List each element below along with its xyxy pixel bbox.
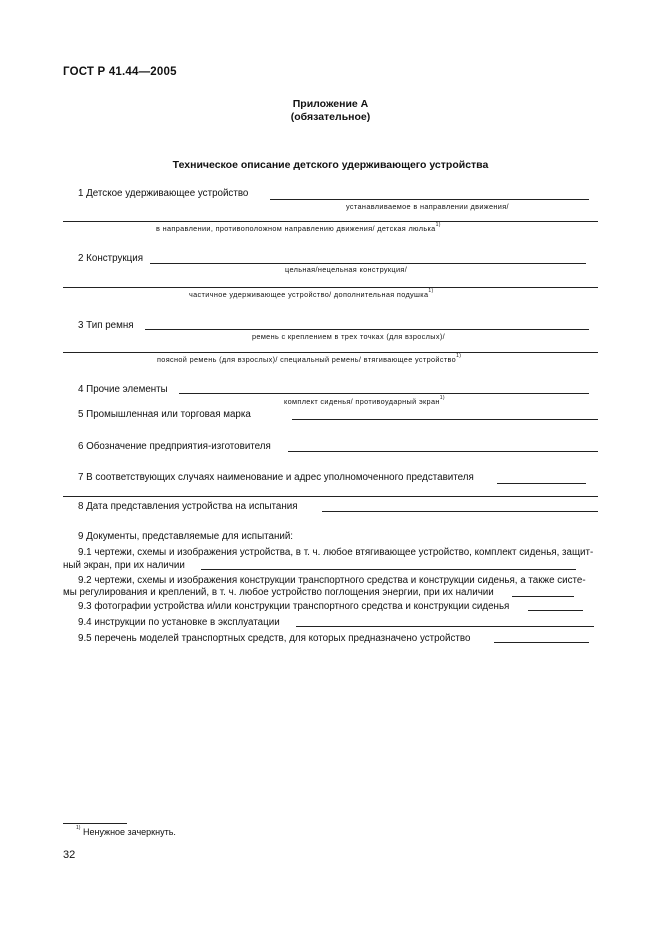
- field-6-label: 6 Обозначение предприятия-изготовителя: [78, 441, 271, 452]
- item-9-5: 9.5 перечень моделей транспортных средств, для которых предназначено устройство: [78, 633, 471, 644]
- footnote-rule: [63, 823, 127, 824]
- field-2-line-2[interactable]: [63, 287, 598, 288]
- field-3-label: 3 Тип ремня: [78, 320, 134, 331]
- footnote-marker: 1): [428, 288, 434, 294]
- field-3-line[interactable]: [145, 329, 589, 330]
- field-8-line[interactable]: [322, 511, 598, 512]
- document-header: ГОСТ Р 41.44—2005: [63, 66, 177, 78]
- field-5-line[interactable]: [292, 419, 598, 420]
- field-3-hint-2: поясной ремень (для взрослых)/ специальный ремень/ втягивающее устройство$^{1)}$: [157, 353, 462, 364]
- field-5-label: 5 Промышленная или торговая марка: [78, 409, 251, 420]
- item-9-1-line-1: 9.1 чертежи, схемы и изображения устройства, в т. ч. любое втягивающее устройство, комплект сиденья, защит-: [78, 547, 594, 558]
- item-9-5-line[interactable]: [494, 642, 589, 643]
- item-9-1-line[interactable]: [201, 569, 576, 570]
- field-7-line[interactable]: [497, 483, 586, 484]
- field-7-label: 7 В соответствующих случаях наименование и адрес уполномоченного представителя: [78, 472, 474, 483]
- field-2-line[interactable]: [150, 263, 586, 264]
- item-9-4: 9.4 инструкции по установке в эксплуатации: [78, 617, 280, 628]
- item-9-2-line-1: 9.2 чертежи, схемы и изображения конструкции транспортного средства и конструкции сиденья, а также систе-: [78, 575, 586, 586]
- item-9-1-line-2: ный экран, при их наличии: [63, 560, 185, 571]
- field-4-line[interactable]: [179, 393, 589, 394]
- footnote-text: Ненужное зачеркнуть.: [82, 827, 176, 837]
- form-title: Техническое описание детского удерживающего устройства: [172, 159, 489, 171]
- footnote: [76, 827, 176, 837]
- item-9-3-line[interactable]: [528, 610, 583, 611]
- item-9-3: 9.3 фотографии устройства и/или конструкции транспортного средства и конструкции сиденья: [78, 601, 510, 612]
- field-4-label: 4 Прочие элементы: [78, 384, 168, 395]
- item-9-2-line[interactable]: [512, 596, 574, 597]
- footnote-marker: 1): [456, 353, 462, 359]
- field-1-label: 1 Детское удерживающее устройство: [78, 188, 249, 199]
- footnote-marker: 1): [435, 222, 441, 228]
- appendix-title: Приложение А: [292, 98, 369, 110]
- field-2-hint-2: частичное удерживающее устройство/ дополнительная подушка$^{1)}$: [189, 288, 434, 299]
- documents-heading: 9 Документы, представляемые для испытаний:: [78, 531, 294, 542]
- item-9-2-line-2: мы регулирования и креплений, в т. ч. любое устройство поглощения энергии, при их наличии: [63, 587, 494, 598]
- field-6-line[interactable]: [288, 451, 598, 452]
- field-1-line-2[interactable]: [63, 221, 598, 222]
- field-7-line-2[interactable]: [63, 496, 598, 497]
- appendix-note: (обязательное): [290, 111, 371, 123]
- field-3-hint: ремень с креплением в трех точках (для взрослых)/: [252, 332, 446, 341]
- field-1-line[interactable]: [270, 199, 589, 200]
- field-1-hint-2: в направлении, противоположном направлению движения/ детская люлька$^{1)}$: [156, 222, 441, 233]
- field-3-line-2[interactable]: [63, 352, 598, 353]
- page-number: 32: [63, 849, 76, 861]
- field-4-hint: комплект сиденья/ противоударный экран$^{1)}$: [284, 395, 445, 406]
- field-8-label: 8 Дата представления устройства на испытания: [78, 501, 298, 512]
- field-2-label: 2 Конструкция: [78, 253, 144, 264]
- footnote-mark: 1): [76, 825, 81, 831]
- field-1-hint: устанавливаемое в направлении движения/: [346, 202, 509, 211]
- item-9-4-line[interactable]: [296, 626, 594, 627]
- field-2-hint: цельная/нецельная конструкция/: [285, 265, 408, 274]
- footnote-marker: 1): [439, 395, 445, 401]
